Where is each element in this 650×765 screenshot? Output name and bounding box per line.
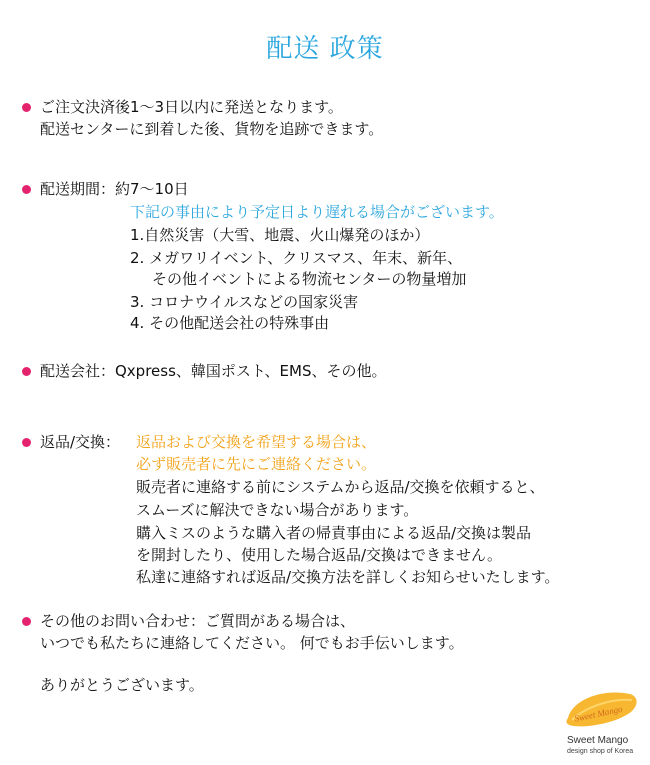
shipping-intro-line-1: ご注文決済後1～3日以内に発送となります。 [40, 98, 343, 116]
logo-mark-text: Sweet Mango [573, 703, 624, 724]
delay-reason-2a: 2. メガワリイベント、クリスマス、年末、新年、 [130, 249, 463, 267]
shipping-intro-line-2: 配送センターに到着した後、貨物を追跡できます。 [40, 120, 384, 138]
page-title: 配送 政策 [266, 34, 384, 64]
returns-line-3: 販売者に連絡する前にシステムから返品/交換を依頼すると、 [136, 478, 545, 496]
bullet-icon [22, 103, 31, 112]
returns-notice-2: 必ず販売者に先にご連絡ください。 [136, 455, 377, 473]
logo-subtitle: design shop of Korea [567, 748, 634, 755]
delivery-period-label: 配送期間：約7～10日 [40, 180, 189, 198]
inquiries-line-1: その他のお問い合わせ：ご質問がある場合は、 [40, 612, 356, 630]
bullet-icon [22, 617, 31, 626]
returns-line-4: スムーズに解決できない場合があります。 [136, 501, 419, 519]
delay-reason-1: 1.自然災害（大雪、地震、火山爆発のほか） [130, 226, 430, 244]
bullet-icon [22, 185, 31, 194]
bullet-icon [22, 438, 31, 447]
returns-line-6: を開封したり、使用した場合返品/交換はできません。 [136, 546, 502, 564]
thanks-line: ありがとうございます。 [40, 676, 204, 694]
delay-reason-2b: その他イベントによる物流センターの物量増加 [152, 270, 467, 288]
delay-reason-3: 3. コロナウイルスなどの国家災害 [130, 293, 359, 311]
delay-reason-4: 4. その他配送会社の特殊事由 [130, 314, 330, 332]
returns-notice-1: 返品および交換を希望する場合は、 [136, 433, 377, 451]
returns-label: 返品/交換： [40, 433, 121, 451]
inquiries-line-2: いつでも私たちに連絡してください。 何でもお手伝いします。 [40, 634, 464, 652]
delivery-delay-notice: 下記の事由により予定日より遅れる場合がございます。 [130, 203, 504, 221]
logo-name: Sweet Mango [567, 735, 629, 746]
returns-line-7: 私達に連絡すれば返品/交換方法を詳しくお知らせいたします。 [136, 568, 560, 586]
bullet-icon [22, 367, 31, 376]
returns-line-5: 購入ミスのような購入者の帰責事由による返品/交換は製品 [136, 524, 532, 542]
carriers-line: 配送会社：Qxpress、韓国ポスト、EMS、その他。 [40, 362, 387, 380]
